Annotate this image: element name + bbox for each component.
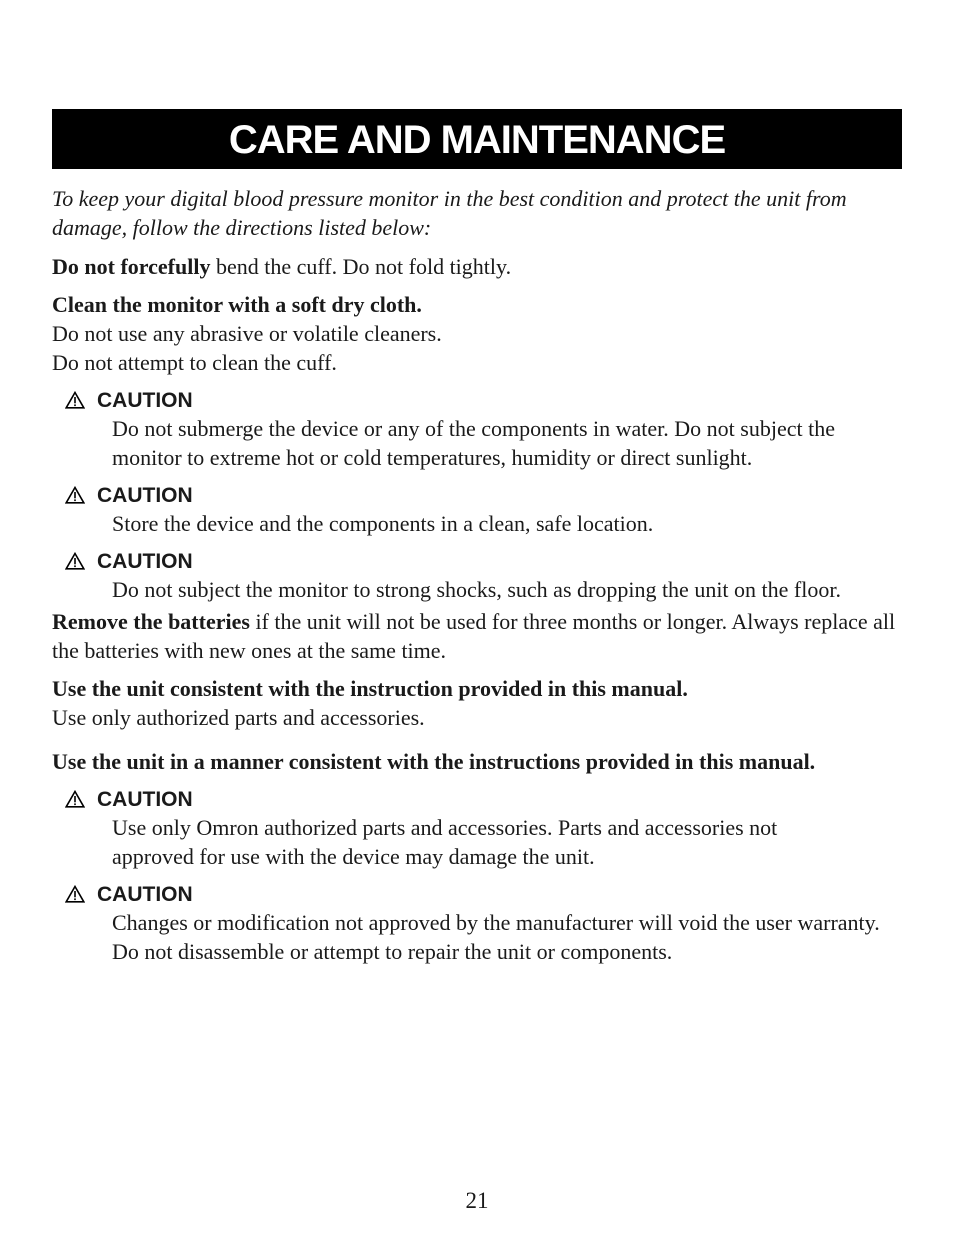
caution-text: Do not submerge the device or any of the components in water. Do not subject the monitor to extreme hot or cold temperatures, humidity or direct sunlight. [112,416,835,470]
warning-triangle-icon [65,552,85,570]
use-line-1: Use only authorized parts and accessories. [52,705,425,730]
caution-2 [52,481,902,538]
clean-heading [52,290,902,319]
clean-bold: Clean the monitor with a soft dry cloth. [52,292,422,317]
main-content [52,184,902,969]
intro-text: To keep your digital blood pressure monitor in the best condition and protect the unit from damage, follow the directions listed below: [52,186,847,240]
use1-bold: Use the unit consistent with the instruction provided in this manual. [52,676,688,701]
caution-5 [52,880,902,966]
warning-triangle-icon [65,885,85,903]
batteries-bold: Remove the batteries [52,609,250,634]
page-number: 21 [465,1188,489,1213]
caution-4 [52,785,902,871]
cuff-instruction [52,252,902,281]
clean-line-2: Do not attempt to clean the cuff. [52,350,337,375]
warning-triangle-icon [65,790,85,808]
warning-triangle-icon [65,486,85,504]
caution-text: Store the device and the components in a clean, safe location. [112,511,654,536]
caution-header [65,481,902,509]
caution-text: Use only Omron authorized parts and accessories. Parts and accessories not approved for use with the device may damage the unit. [112,815,778,869]
clean-line-1: Do not use any abrasive or volatile cleaners. [52,321,442,346]
caution-text: Changes or modification not approved by the manufacturer will void the user warranty. Do not disassemble or attempt to repair the unit or components. [112,910,880,964]
use2-bold: Use the unit in a manner consistent with the instructions provided in this manual. [52,749,816,774]
caution-header [65,880,902,908]
warning-triangle-icon [65,391,85,409]
cuff-bold: Do not forcefully [52,254,211,279]
use-heading-1 [52,674,902,703]
caution-header [65,386,902,414]
caution-header [65,547,902,575]
caution-3 [52,547,902,604]
page-title: CARE AND MAINTENANCE [52,109,902,169]
caution-1 [52,386,902,472]
caution-label: CAUTION [97,882,193,906]
caution-label: CAUTION [97,787,193,811]
batteries-instruction [52,607,902,665]
caution-label: CAUTION [97,483,193,507]
caution-label: CAUTION [97,388,193,412]
caution-text: Do not subject the monitor to strong shocks, such as dropping the unit on the floor. [112,577,841,602]
caution-label: CAUTION [97,549,193,573]
use-heading-2 [52,747,902,776]
cuff-text: bend the cuff. Do not fold tightly. [210,254,512,279]
caution-header [65,785,902,813]
batteries-text: if the unit will not be used for three months or longer. Always replace all the batteries with new ones at the same time. [52,609,896,663]
